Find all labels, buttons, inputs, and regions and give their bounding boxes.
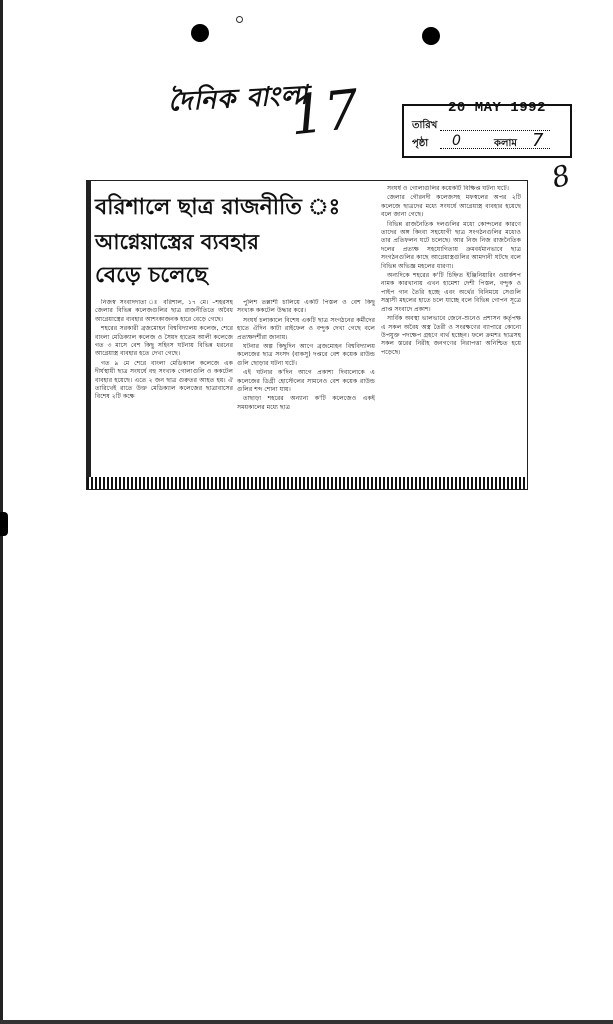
article-column-2 [237,299,375,475]
article-paragraph: জেলার গৌরনদী কলেজসহ মফস্বলের অপর ২টি কলেজে ছাত্রদের মধ্যে সংঘর্ষে আগ্নেয়াস্ত্র ব্যবহার হয়েছে বলে জানা গেছে। [381,194,521,219]
article-paragraph: সার্বিক অবস্থা ভালভাবে জেনে-শুনেও প্রশাসন কর্তৃপক্ষ এ সকল অবৈধ অস্ত্র তৈরী ও সংরক্ষণের ব্যাপারে কোনো উপযুক্ত পদক্ষেপ গ্রহণে ব্যর্থ হচ্ছেন। ফলে ক্রমশঃ ছাত্রসহ সকল স্তরের নিরীহ জনগণের নিরাপত্তা অনিশ্চিত হয়ে পড়েছে। [381,315,521,356]
article-paragraph: তাছাড়া শহরের অন্যান্য ক'টি কলেজেও একই সময়কালের মধ্যে ছাত্র [237,395,375,411]
article-paragraph: বিভিন্ন রাজনৈতিক দলগুলির মধ্যে কোন্দলের কারণে তাদের অঙ্গ কিংবা সহযোগী ছাত্র সংগঠনগুলির মধ্যেও তার প্রতিফলন ঘটে চলেছে। আর নিজ নিজ রাজনৈতিক দলের প্রত্যক্ষ সহযোগিতায় ক্রমবর্ধমানভাবে ছাত্র সংগঠনগুলির কাছে আগ্নেয়াস্ত্রগুলির আমদানী ঘটছে বলে বিভিন্ন অভিজ্ঞ মহলের ধারণা। [381,220,521,270]
article-column-1 [95,299,233,475]
clipping-left-rule [87,181,91,489]
article-paragraph: পুলিশ তল্লাশী চালিয়ে একটি পিস্তল ও বেশ কিছু সংখ্যক ককটেল উদ্ধার করে। [237,299,375,315]
small-circle-mark [236,16,243,23]
headline-line-1: বরিশালে ছাত্র রাজনীতি ঃ [95,195,341,220]
article-paragraph: সংঘর্ষ ও গোলাগুলির কয়েকটি বিক্ষিপ্ত ঘটনা ঘটে। [387,185,509,192]
stamp-column-label: কলাম [494,138,517,149]
stamp-column-value: 7 [532,130,544,151]
punch-hole-left [191,24,209,42]
article-paragraph: অন্যদিকে শহরের ক'টি চিহ্নিত ইঞ্জিনিয়ারিং ওয়ার্কশপ নামক কারখানায় এখন হামেশা দেশী পিস্তল, বন্দুক ও পাইপ গান তৈরি হচ্ছে এবং অর্থের বিনিময়ে সেগুলি সন্ত্রাসী মহলের হাতে চলে যাচ্ছে বলে বিভিন্ন গোপন সূত্রে প্রাপ্ত সংবাদে প্রকাশ। [381,272,521,313]
margin-handwritten-mark: 8 [548,158,574,195]
article-paragraph: শহরের সরকারী ব্রজমোহন বিশ্ববিদ্যালয় কলেজ, শেরে বাংলা মেডিক্যাল কলেজ ও সৈয়দ হাতেম আলী কলেজে গত ৩ মাসে বেশ কিছু সহিংস ঘটনায় বিভিন্ন ধরনের আগ্নেয়াস্ত্র ব্যবহার হতে দেখা গেছে। [95,325,233,358]
article-column-3 [381,185,521,475]
stamp-page-value: 0 [452,133,461,149]
headline-line-2: আগ্নেয়াস্ত্রের ব্যবহার [95,230,259,254]
handwritten-page-number: 17 [286,77,362,148]
article-paragraph: নিজস্ব সংবাদদাতা ঃ বরিশাল, ১৭ মে। –শহরসহ জেলার বিভিন্ন কলেজগুলির ছাত্র রাজনীতিতে অবৈধ আগ্নেয়াস্ত্রের ব্যবহার আশংকাজনক হারে বেড়ে গেছে। [95,299,233,323]
newspaper-clipping [86,180,528,490]
article-paragraph: ঘটনার অল্প কিছুদিন আগে ব্রজমোহন বিশ্ববিদ্যালয় কলেজের ছাত্র সংসদ (বাকসু) দপ্তরে বেশ কয়েক রাউন্ড গুলি ছোড়ার ঘটনা ঘটে। [237,343,375,367]
article-headline [95,191,385,293]
stamp-date: 20 MAY 1992 [448,100,546,116]
article-paragraph: সংঘর্ষ চলাকালে বিশেষ একটি ছাত্র সংগঠনের কর্মীদের হাতে ঐদিন কাটা রাইফেল ও বন্দুক দেখা গেছে বলে প্রত্যক্ষদর্শীরা জানায়। [237,316,375,341]
article-paragraph: এই ঘটনার ক'দিন আগে প্রকাশ্য দিবালোকে এ কলেজের ডিগ্রী হোস্টেলের সামনেও বেশ কয়েক রাউন্ড গুলির শব্দ শোনা যায়। [237,369,375,394]
headline-line-3: বেড়ে চলেছে [95,263,208,288]
newspaper-name: দৈনিক বাংলা [167,80,310,118]
binder-tab [0,512,8,536]
stamp-page-line [440,148,550,149]
stamp-date-label: তারিখ [412,120,438,131]
article-paragraph: গত ৯ মে শেরে বাংলা মেডিক্যাল কলেজে এক দীর্ঘস্থায়ী ছাত্র সংঘর্ষে বহু সংখ্যক গোলাগুলি ও ককটেল ব্যবহার হয়েছে। এতে ২ জন ছাত্র গুরুতর আহত হয়। ঐ তারিখেই রাতে উক্ত মেডিক্যাল কলেজের ছাত্রাবাসের বিশেষ ২টি কক্ষে [95,359,233,401]
page-bottom-edge [0,1020,613,1024]
stamp-page-label: পৃষ্ঠা [412,138,429,149]
punch-hole-right [422,27,440,45]
clipping-bottom-band [87,477,527,489]
